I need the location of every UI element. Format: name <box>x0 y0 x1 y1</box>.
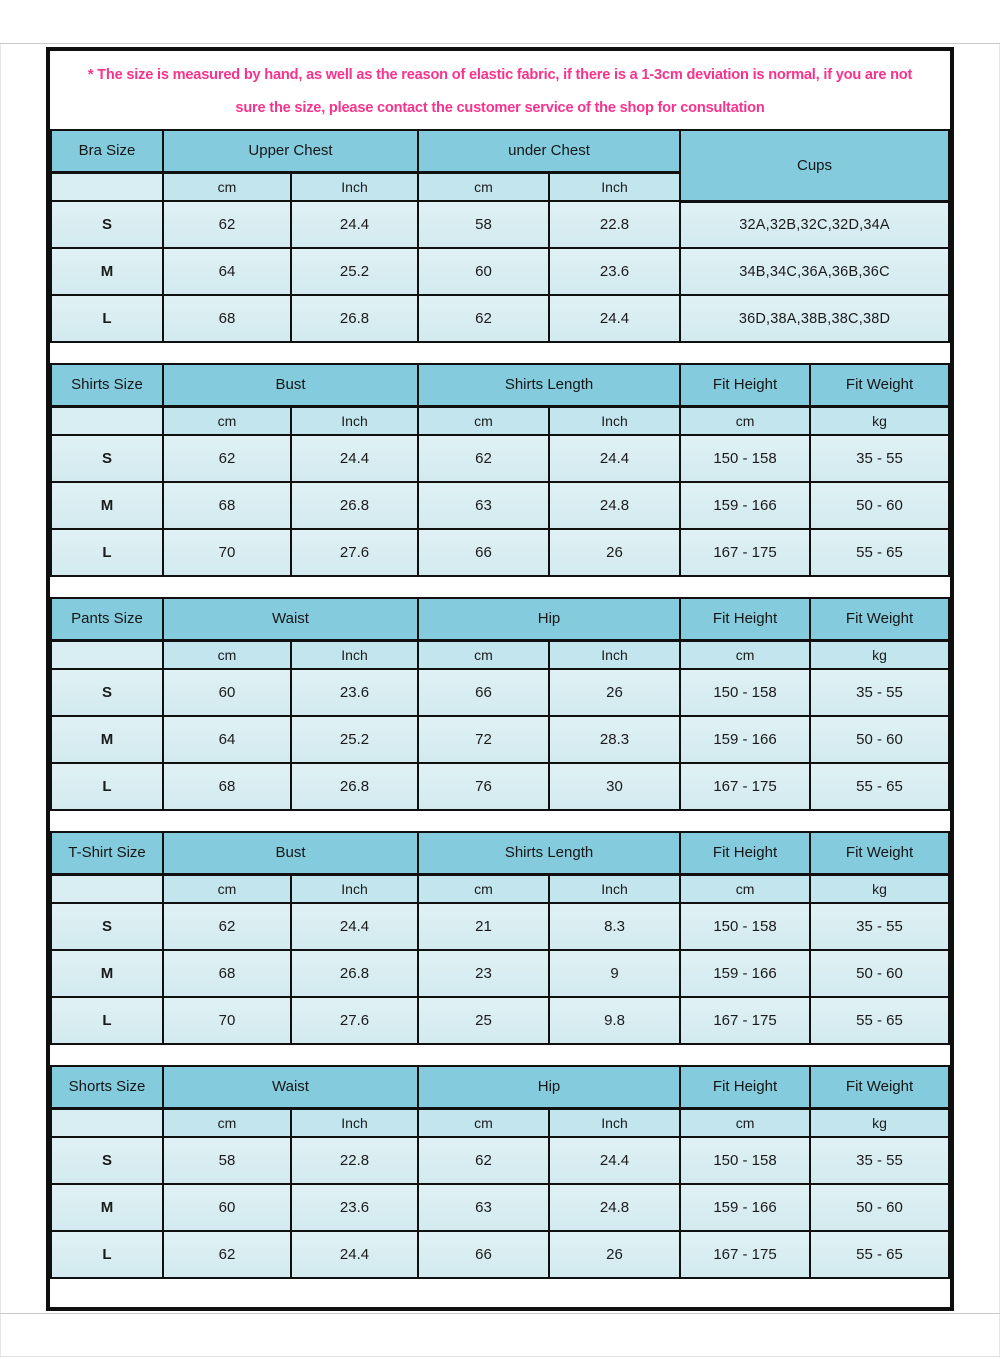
fit-height-header-cell: Fit Height <box>680 1066 810 1108</box>
group-header-cell: Shirts Length <box>418 832 680 874</box>
unit-header-cell: cm <box>680 1108 810 1137</box>
value-cell: 55 - 65 <box>810 529 949 576</box>
table-title-cell: Shirts Size <box>51 364 163 406</box>
unit-header-cell: Inch <box>549 406 680 435</box>
value-cell: 68 <box>163 950 291 997</box>
group-header-cell: Bust <box>163 832 418 874</box>
shirts-size-table <box>50 363 950 577</box>
value-cell: 23.6 <box>549 248 680 295</box>
table-row <box>51 201 949 248</box>
table-row <box>51 669 949 716</box>
value-cell: 26 <box>549 669 680 716</box>
value-cell: 24.4 <box>291 1231 418 1278</box>
value-cell: 35 - 55 <box>810 435 949 482</box>
fit-height-header-cell: Fit Height <box>680 598 810 640</box>
unit-header-cell: Inch <box>291 1108 418 1137</box>
value-cell: 25.2 <box>291 716 418 763</box>
table-row <box>51 716 949 763</box>
group-header-cell: Hip <box>418 598 680 640</box>
unit-header-cell: Inch <box>291 640 418 669</box>
value-cell: 167 - 175 <box>680 529 810 576</box>
value-cell: 24.8 <box>549 482 680 529</box>
size-label-cell: L <box>51 997 163 1044</box>
size-label-cell: M <box>51 482 163 529</box>
value-cell: 63 <box>418 482 549 529</box>
value-cell: 68 <box>163 482 291 529</box>
value-cell: 26.8 <box>291 950 418 997</box>
value-cell: 50 - 60 <box>810 1184 949 1231</box>
value-cell: 26 <box>549 1231 680 1278</box>
value-cell: 24.8 <box>549 1184 680 1231</box>
value-cell: 55 - 65 <box>810 1231 949 1278</box>
table-row <box>51 903 949 950</box>
group-header-cell: Shirts Length <box>418 364 680 406</box>
value-cell: 62 <box>418 1137 549 1184</box>
value-cell: 62 <box>163 903 291 950</box>
value-cell: 60 <box>418 248 549 295</box>
value-cell: 22.8 <box>549 201 680 248</box>
bottom-divider-line <box>0 1313 1000 1314</box>
value-cell: 68 <box>163 295 291 342</box>
value-cell: 159 - 166 <box>680 716 810 763</box>
value-cell: 150 - 158 <box>680 435 810 482</box>
value-cell: 70 <box>163 997 291 1044</box>
fit-weight-header-cell: Fit Weight <box>810 364 949 406</box>
value-cell: 27.6 <box>291 997 418 1044</box>
value-cell: 24.4 <box>549 295 680 342</box>
value-cell: 9 <box>549 950 680 997</box>
unit-header-cell: Inch <box>291 874 418 903</box>
size-label-cell: L <box>51 295 163 342</box>
fit-height-header-cell: Fit Height <box>680 832 810 874</box>
value-cell: 26.8 <box>291 763 418 810</box>
table-row <box>51 1184 949 1231</box>
unit-header-spacer-cell <box>51 406 163 435</box>
value-cell: 58 <box>163 1137 291 1184</box>
top-divider-line <box>0 43 1000 44</box>
value-cell: 167 - 175 <box>680 763 810 810</box>
cups-cell: 32A,32B,32C,32D,34A <box>680 201 949 248</box>
value-cell: 159 - 166 <box>680 1184 810 1231</box>
table-title-cell: Bra Size <box>51 130 163 172</box>
size-label-cell: S <box>51 903 163 950</box>
bottom-edge-line <box>0 1356 1000 1357</box>
value-cell: 58 <box>418 201 549 248</box>
table-row <box>51 1137 949 1184</box>
unit-header-cell: kg <box>810 406 949 435</box>
value-cell: 62 <box>163 1231 291 1278</box>
unit-header-cell: kg <box>810 874 949 903</box>
unit-header-cell: cm <box>163 406 291 435</box>
size-label-cell: S <box>51 435 163 482</box>
value-cell: 8.3 <box>549 903 680 950</box>
unit-header-cell: Inch <box>549 640 680 669</box>
pants-size-table <box>50 597 950 811</box>
value-cell: 27.6 <box>291 529 418 576</box>
unit-header-cell: Inch <box>291 172 418 201</box>
size-label-cell: S <box>51 201 163 248</box>
table-title-cell: Shorts Size <box>51 1066 163 1108</box>
value-cell: 23 <box>418 950 549 997</box>
value-cell: 55 - 65 <box>810 997 949 1044</box>
value-cell: 62 <box>163 201 291 248</box>
cups-cell: 34B,34C,36A,36B,36C <box>680 248 949 295</box>
fit-weight-header-cell: Fit Weight <box>810 598 949 640</box>
size-label-cell: M <box>51 1184 163 1231</box>
value-cell: 76 <box>418 763 549 810</box>
value-cell: 62 <box>418 295 549 342</box>
unit-header-cell: cm <box>418 172 549 201</box>
cups-cell: 36D,38A,38B,38C,38D <box>680 295 949 342</box>
value-cell: 26.8 <box>291 295 418 342</box>
value-cell: 63 <box>418 1184 549 1231</box>
unit-header-cell: Inch <box>549 1108 680 1137</box>
unit-header-cell: cm <box>163 172 291 201</box>
size-label-cell: L <box>51 1231 163 1278</box>
group-header-cell: Bust <box>163 364 418 406</box>
unit-header-spacer-cell <box>51 1108 163 1137</box>
group-header-cell: under Chest <box>418 130 680 172</box>
size-tables-container <box>50 129 950 1279</box>
value-cell: 55 - 65 <box>810 763 949 810</box>
unit-header-cell: cm <box>163 640 291 669</box>
size-label-cell: S <box>51 1137 163 1184</box>
value-cell: 167 - 175 <box>680 997 810 1044</box>
unit-header-cell: Inch <box>549 172 680 201</box>
table-row <box>51 435 949 482</box>
cups-header-cell: Cups <box>680 130 949 201</box>
table-row <box>51 529 949 576</box>
value-cell: 24.4 <box>291 435 418 482</box>
value-cell: 35 - 55 <box>810 903 949 950</box>
unit-header-cell: cm <box>418 1108 549 1137</box>
value-cell: 150 - 158 <box>680 669 810 716</box>
size-note-line: * The size is measured by hand, as well as the reason of elastic fabric, if there is a 1-3cm deviation is normal, if you are not <box>87 67 913 83</box>
group-header-cell: Waist <box>163 1066 418 1108</box>
size-chart-box <box>46 47 954 1311</box>
size-label-cell: L <box>51 763 163 810</box>
group-header-cell: Waist <box>163 598 418 640</box>
unit-header-cell: cm <box>418 640 549 669</box>
bra-size-table <box>50 129 950 343</box>
table-row <box>51 295 949 342</box>
table-row <box>51 1231 949 1278</box>
value-cell: 70 <box>163 529 291 576</box>
value-cell: 150 - 158 <box>680 1137 810 1184</box>
unit-header-cell: kg <box>810 640 949 669</box>
value-cell: 35 - 55 <box>810 669 949 716</box>
size-note-line: sure the size, please contact the customer service of the shop for consultation <box>235 100 765 116</box>
value-cell: 26.8 <box>291 482 418 529</box>
value-cell: 21 <box>418 903 549 950</box>
value-cell: 159 - 166 <box>680 482 810 529</box>
value-cell: 26 <box>549 529 680 576</box>
unit-header-cell: cm <box>418 874 549 903</box>
table-row <box>51 997 949 1044</box>
fit-weight-header-cell: Fit Weight <box>810 1066 949 1108</box>
size-label-cell: M <box>51 950 163 997</box>
unit-header-cell: cm <box>680 406 810 435</box>
fit-height-header-cell: Fit Height <box>680 364 810 406</box>
size-label-cell: M <box>51 716 163 763</box>
unit-header-spacer-cell <box>51 172 163 201</box>
fit-weight-header-cell: Fit Weight <box>810 832 949 874</box>
value-cell: 25.2 <box>291 248 418 295</box>
unit-header-cell: cm <box>418 406 549 435</box>
size-note <box>50 53 950 129</box>
value-cell: 159 - 166 <box>680 950 810 997</box>
group-header-cell: Upper Chest <box>163 130 418 172</box>
value-cell: 50 - 60 <box>810 716 949 763</box>
table-row <box>51 248 949 295</box>
group-header-cell: Hip <box>418 1066 680 1108</box>
value-cell: 66 <box>418 669 549 716</box>
unit-header-cell: cm <box>163 1108 291 1137</box>
unit-header-cell: cm <box>163 874 291 903</box>
value-cell: 60 <box>163 669 291 716</box>
size-label-cell: L <box>51 529 163 576</box>
value-cell: 9.8 <box>549 997 680 1044</box>
table-row <box>51 763 949 810</box>
unit-header-cell: Inch <box>549 874 680 903</box>
left-frame-line <box>0 44 1 1356</box>
value-cell: 66 <box>418 1231 549 1278</box>
table-title-cell: T-Shirt Size <box>51 832 163 874</box>
unit-header-cell: cm <box>680 874 810 903</box>
unit-header-spacer-cell <box>51 640 163 669</box>
tshirt-size-table <box>50 831 950 1045</box>
value-cell: 28.3 <box>549 716 680 763</box>
value-cell: 35 - 55 <box>810 1137 949 1184</box>
unit-header-cell: kg <box>810 1108 949 1137</box>
value-cell: 22.8 <box>291 1137 418 1184</box>
value-cell: 24.4 <box>549 1137 680 1184</box>
value-cell: 66 <box>418 529 549 576</box>
value-cell: 167 - 175 <box>680 1231 810 1278</box>
value-cell: 50 - 60 <box>810 950 949 997</box>
table-row <box>51 950 949 997</box>
value-cell: 72 <box>418 716 549 763</box>
value-cell: 150 - 158 <box>680 903 810 950</box>
value-cell: 25 <box>418 997 549 1044</box>
unit-header-spacer-cell <box>51 874 163 903</box>
value-cell: 62 <box>163 435 291 482</box>
shorts-size-table <box>50 1065 950 1279</box>
value-cell: 62 <box>418 435 549 482</box>
value-cell: 60 <box>163 1184 291 1231</box>
value-cell: 23.6 <box>291 1184 418 1231</box>
unit-header-cell: Inch <box>291 406 418 435</box>
value-cell: 64 <box>163 716 291 763</box>
value-cell: 24.4 <box>291 201 418 248</box>
size-label-cell: S <box>51 669 163 716</box>
value-cell: 68 <box>163 763 291 810</box>
value-cell: 64 <box>163 248 291 295</box>
value-cell: 24.4 <box>549 435 680 482</box>
value-cell: 23.6 <box>291 669 418 716</box>
size-label-cell: M <box>51 248 163 295</box>
value-cell: 30 <box>549 763 680 810</box>
value-cell: 50 - 60 <box>810 482 949 529</box>
unit-header-cell: cm <box>680 640 810 669</box>
table-row <box>51 482 949 529</box>
value-cell: 24.4 <box>291 903 418 950</box>
table-title-cell: Pants Size <box>51 598 163 640</box>
